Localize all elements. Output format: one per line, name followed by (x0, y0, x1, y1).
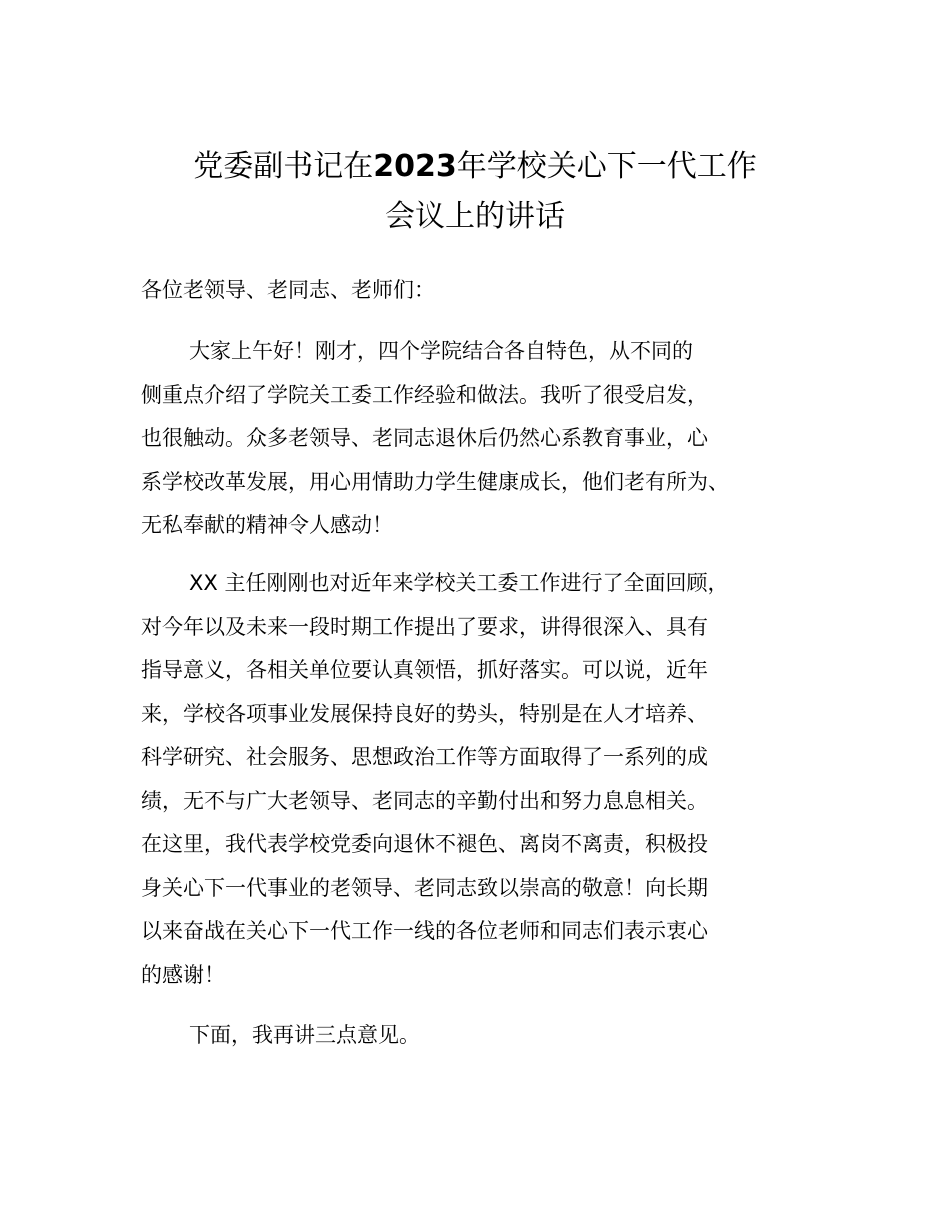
paragraph-line: 指导意义，各相关单位要认真领悟，抓好落实。可以说，近年 (141, 658, 708, 682)
title-suffix: 年学校关心下一代工作 (456, 149, 757, 184)
paragraph-line: 在这里，我代表学校党委向退休不褪色、离岗不离责，积极投 (141, 832, 708, 856)
paragraph-line: 来，学校各项事业发展保持良好的势头，特别是在人才培养、 (141, 701, 708, 726)
title-prefix: 党委副书记在 (193, 149, 374, 184)
document-title (130, 142, 820, 242)
paragraph-line: 下面，我再讲三点意见。 (189, 1023, 420, 1047)
paragraph-line: 无私奉献的精神令人感动！ (141, 513, 393, 537)
salutation: 各位老领导、老同志、老师们： (141, 278, 435, 302)
paragraph-line: XX 主任刚刚也对近年来学校关工委工作进行了全面回顾， (189, 571, 729, 595)
paragraph-line: 绩，无不与广大老领导、老同志的辛勤付出和努力息息相关。 (141, 788, 708, 813)
paragraph-line: 侧重点介绍了学院关工委工作经验和做法。我听了很受启发， (141, 382, 708, 407)
paragraph-line: 以来奋战在关心下一代工作一线的各位老师和同志们表示衷心 (141, 919, 708, 943)
paragraph-2 (141, 562, 831, 997)
paragraph-line: 的感谢！ (141, 962, 225, 987)
paragraph-line: 对今年以及未来一段时期工作提出了要求，讲得很深入、具有 (141, 614, 708, 639)
paragraph-line: 科学研究、社会服务、思想政治工作等方面取得了一系列的成 (141, 745, 708, 769)
paragraph-1 (141, 330, 831, 548)
title-line-1 (130, 142, 820, 192)
paragraph-line: 也很触动。众多老领导、老同志退休后仍然心系教育事业，心 (141, 426, 708, 450)
title-line-2: 会议上的讲话 (385, 199, 565, 234)
paragraph-line: 大家上午好！刚才，四个学院结合各自特色，从不同的 (189, 339, 693, 363)
title-year: 2023 (373, 149, 457, 184)
paragraph-3 (141, 1014, 831, 1058)
paragraph-line: 身关心下一代事业的老领导、老同志致以崇高的敬意！向长期 (141, 875, 708, 900)
paragraph-line: 系学校改革发展，用心用情助力学生健康成长，他们老有所为、 (141, 469, 729, 494)
